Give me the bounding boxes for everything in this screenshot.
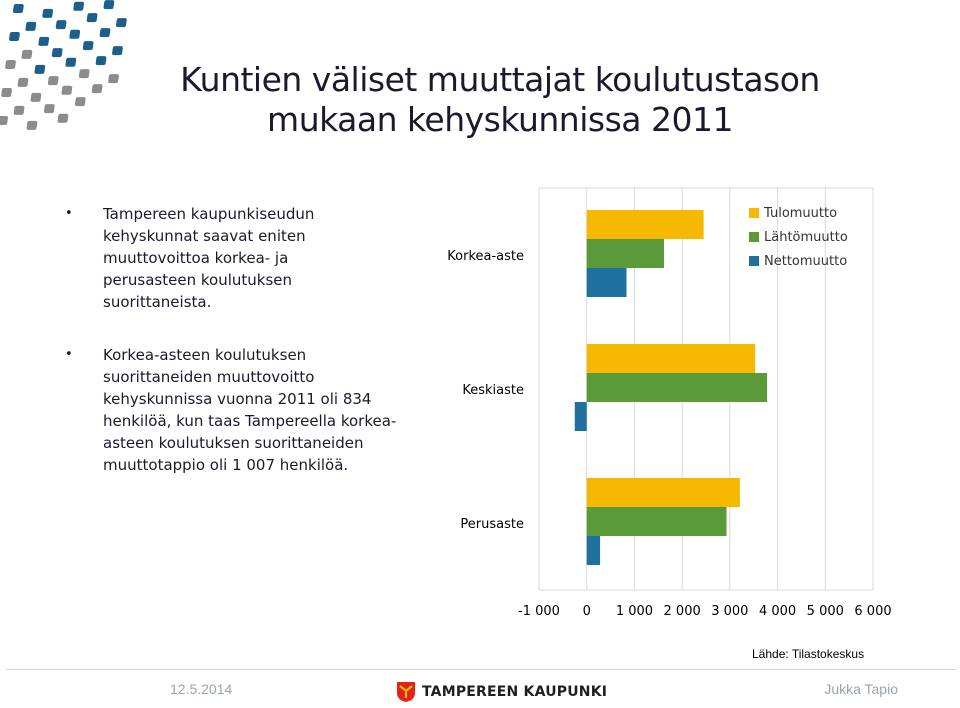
city-crest-icon <box>396 681 416 703</box>
footer-date: 12.5.2014 <box>170 681 233 697</box>
legend-swatch <box>749 208 759 218</box>
bar-nettomuutto <box>587 536 600 565</box>
city-logo-text: TAMPEREEN KAUPUNKI <box>422 684 608 700</box>
legend-swatch <box>749 256 759 266</box>
category-label: Perusaste <box>460 517 524 532</box>
x-tick-label: 6 000 <box>854 604 892 619</box>
x-tick-label: 0 <box>582 604 591 619</box>
x-tick-label: 2 000 <box>663 604 701 619</box>
category-label: Keskiaste <box>462 383 524 398</box>
source-note: Lähde: Tilastokeskus <box>752 647 865 661</box>
footer-divider <box>6 669 956 670</box>
x-tick-label: 4 000 <box>758 604 797 619</box>
bullet-dot: • <box>65 206 73 221</box>
bar-nettomuutto <box>575 402 587 431</box>
category-label: Korkea-aste <box>447 249 524 264</box>
bullet-text-1: Tampereen kaupunkiseudun kehyskunnat saavat eniten muuttovoittoa korkea- ja perusasteen koulutuksen suorittaneista. <box>103 205 315 311</box>
legend-label: Lähtömuutto <box>764 230 848 245</box>
bar-tulomuutto <box>587 478 740 507</box>
x-tick-label: 1 000 <box>615 604 654 619</box>
bar-lähtömuutto <box>587 239 664 268</box>
footer-author: Jukka Tapio <box>824 681 898 697</box>
slide-title-line-2: mukaan kehyskunnissa 2011 <box>267 100 733 139</box>
slide-title-line-1: Kuntien väliset muuttajat koulutustason <box>180 60 820 99</box>
city-logo <box>396 680 607 704</box>
bar-tulomuutto <box>587 210 704 239</box>
x-tick-label: 5 000 <box>806 604 844 619</box>
bar-nettomuutto <box>587 268 627 297</box>
bullet-text-2: Korkea-asteen koulutuksen suorittaneiden muuttovoitto kehyskunnissa vuonna 2011 oli 834 henkilöä, kun taas Tampereella korkea-asteen koulutuksen suorittaneiden muuttotappio oli 1 007 henkilöä. <box>103 346 397 474</box>
legend-label: Tulomuutto <box>764 206 838 221</box>
x-tick-label: 3 000 <box>711 604 749 619</box>
bar-tulomuutto <box>587 344 755 373</box>
legend-swatch <box>749 232 759 242</box>
legend-label: Nettomuutto <box>764 254 848 269</box>
x-tick-label: -1 000 <box>518 604 560 619</box>
bar-lähtömuutto <box>587 373 767 402</box>
bar-lähtömuutto <box>587 507 727 536</box>
bullet-dot: • <box>65 347 73 362</box>
